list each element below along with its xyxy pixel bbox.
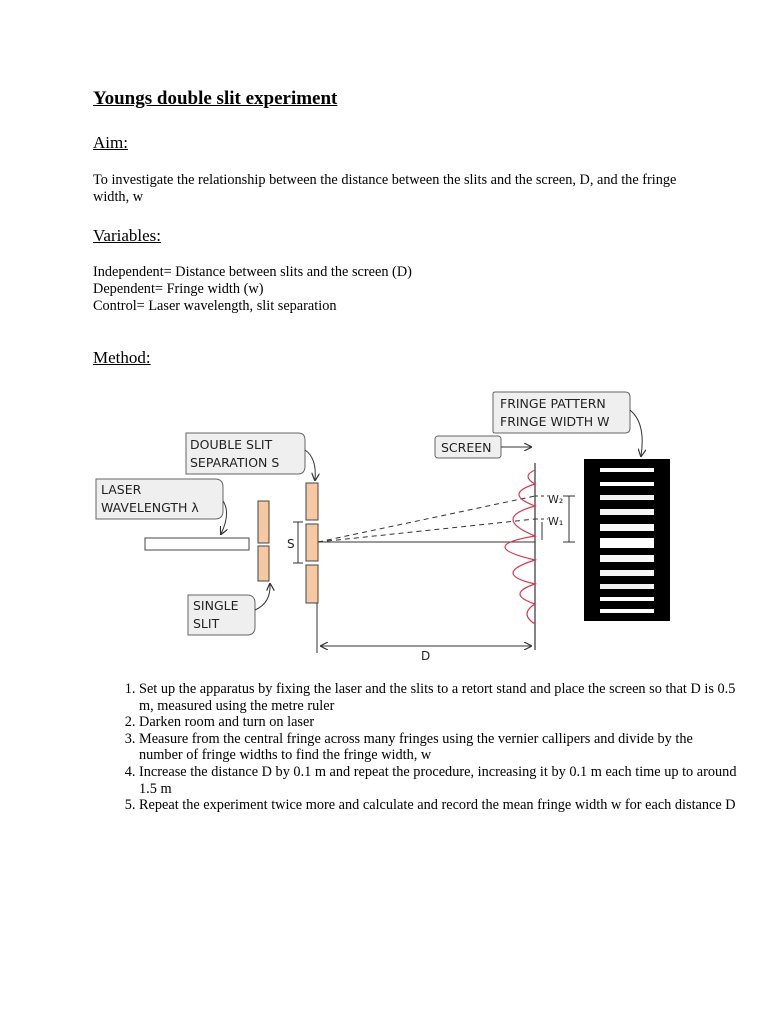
double-slit-diagram bbox=[93, 388, 683, 663]
single-slit-text-2: SLIT bbox=[193, 616, 220, 631]
double-slit-arrow bbox=[305, 450, 315, 480]
aim-heading: Aim: bbox=[93, 133, 128, 152]
double-slit-bottom bbox=[306, 565, 318, 603]
single-slit-arrow bbox=[255, 584, 270, 610]
ray-w2 bbox=[318, 496, 535, 542]
control-variable: Control= Laser wavelength, slit separation bbox=[93, 298, 337, 314]
method-step: 4. Increase the distance D by 0.1 m and repeat the procedure, increasing it by 0.1 m each time up to around 1.5 m bbox=[139, 764, 739, 797]
single-slit-bottom bbox=[258, 546, 269, 581]
method-step: 3. Measure from the central fringe across many fringes using the vernier callipers and divide by the number of fringe widths to find the fringe width, w bbox=[139, 731, 739, 764]
intensity-pattern bbox=[505, 470, 535, 624]
method-step: 2. Darken room and turn on laser bbox=[139, 714, 739, 731]
single-slit-label bbox=[188, 595, 255, 635]
double-slit-text-1: DOUBLE SLIT bbox=[190, 437, 273, 452]
laser-text-1: LASER bbox=[101, 482, 142, 497]
fringe-pattern-text-2: FRINGE WIDTH W bbox=[500, 414, 610, 429]
screen-label bbox=[435, 436, 501, 458]
method-steps bbox=[93, 681, 739, 814]
dependent-variable: Dependent= Fringe width (w) bbox=[93, 281, 264, 297]
single-slit-text-1: SINGLE bbox=[193, 598, 239, 613]
fringe-pattern-image bbox=[584, 459, 670, 621]
laser-body bbox=[145, 538, 249, 550]
method-step: 5. Repeat the experiment twice more and calculate and record the mean fringe width w for each distance D bbox=[139, 797, 739, 814]
single-slit-top bbox=[258, 501, 269, 543]
double-slit-text-2: SEPARATION S bbox=[190, 455, 280, 470]
fringe-pattern-arrow bbox=[630, 410, 642, 456]
laser-label bbox=[96, 479, 223, 519]
method-heading: Method: bbox=[93, 348, 151, 367]
fringe-pattern-label bbox=[493, 392, 630, 433]
screen-label-text: SCREEN bbox=[441, 440, 492, 455]
document-title: Youngs double slit experiment bbox=[93, 88, 338, 109]
double-slit-middle bbox=[306, 524, 318, 561]
aim-text: To investigate the relationship between the distance between the slits and the screen, D, and the fringe width, w bbox=[93, 172, 677, 205]
independent-variable: Independent= Distance between slits and the screen (D) bbox=[93, 264, 412, 280]
variables-list bbox=[93, 264, 683, 315]
fringe-pattern-text-1: FRINGE PATTERN bbox=[500, 396, 606, 411]
separation-s-label: S bbox=[287, 537, 295, 551]
double-slit-label bbox=[186, 433, 305, 474]
laser-text-2: WAVELENGTH λ bbox=[101, 500, 199, 515]
distance-d-label: D bbox=[421, 649, 431, 663]
w1-label: W₁ bbox=[548, 515, 564, 528]
method-step: 1. Set up the apparatus by fixing the laser and the slits to a retort stand and place the screen so that D is 0.5 m, measured using the metre ruler bbox=[139, 681, 739, 714]
ray-w1 bbox=[318, 519, 535, 542]
variables-heading: Variables: bbox=[93, 226, 161, 245]
w2-label: W₂ bbox=[548, 493, 564, 506]
double-slit-top bbox=[306, 483, 318, 520]
